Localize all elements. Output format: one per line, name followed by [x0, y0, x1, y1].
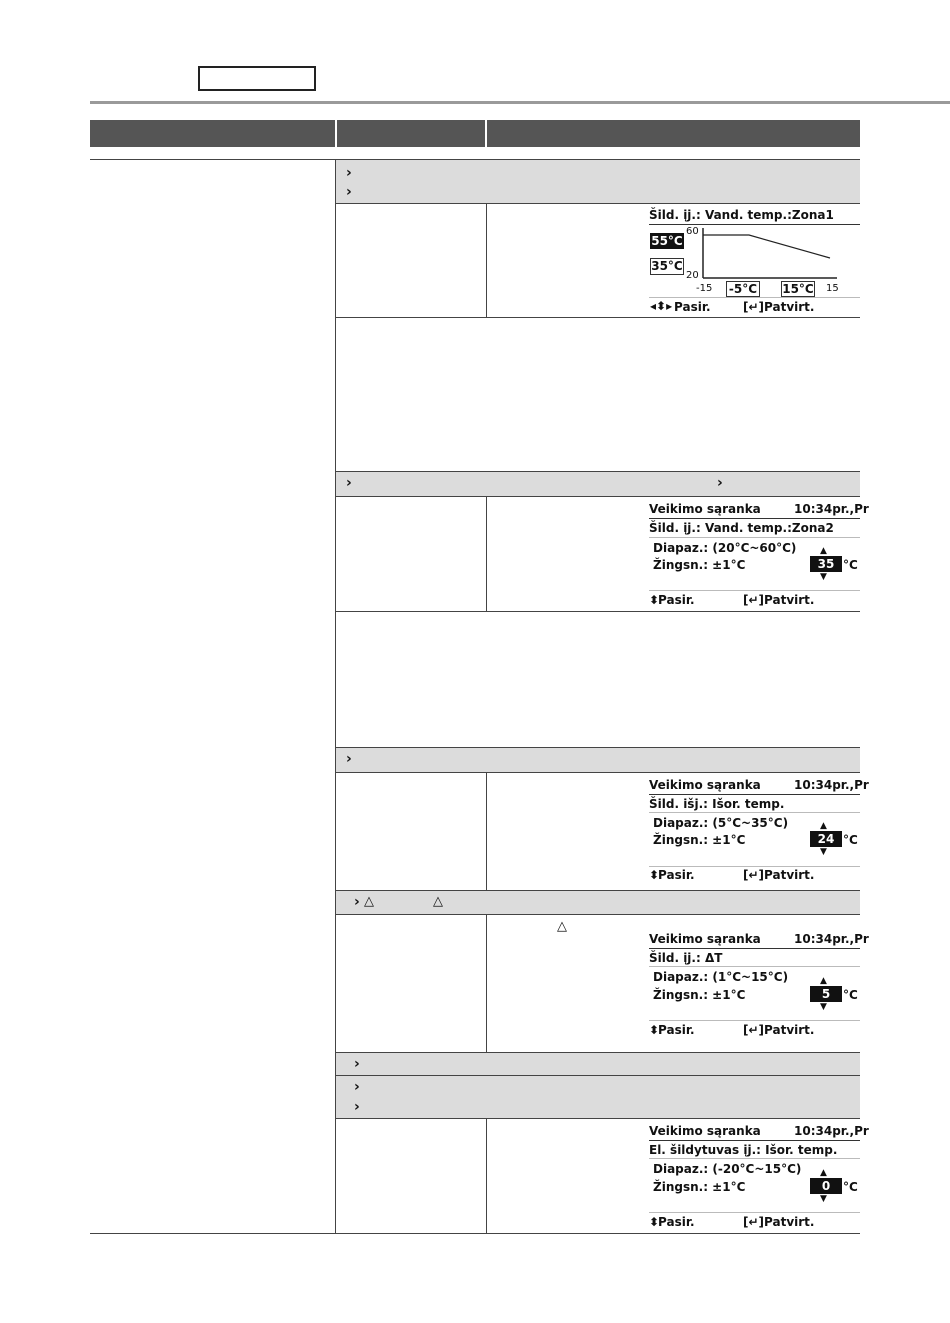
screen-title-line — [649, 537, 860, 538]
heating-curve-line — [703, 235, 830, 258]
menu-path-band-6 — [336, 1076, 860, 1118]
row-divider — [336, 914, 860, 915]
screen-footer-line — [649, 297, 860, 298]
step-label: Žingsn.: ±1°C — [653, 988, 746, 1002]
screen-clock: 10:34pr.,Pr — [794, 502, 869, 516]
screen-title: Šild. įj.: Vand. temp.:Zona1 — [649, 208, 834, 222]
high-outdoor-temp-value: 15°C — [782, 282, 814, 296]
low-outdoor-temp-value: -5°C — [726, 281, 760, 297]
menu-path-band-5 — [336, 1053, 860, 1075]
menu-path-band-1 — [336, 160, 860, 203]
section-label-box — [198, 66, 316, 91]
screen-footer-line — [649, 1020, 860, 1021]
screen-clock: 10:34pr.,Pr — [794, 932, 869, 946]
chevron-right-icon: › — [354, 1079, 360, 1095]
step-label: Žingsn.: ±1°C — [653, 833, 746, 847]
unit-label: °C — [843, 1180, 858, 1194]
footer-confirm-label: [↵]Patvirt. — [743, 1023, 815, 1037]
footer-confirm-label: [↵]Patvirt. — [743, 868, 815, 882]
table-header-col2 — [337, 120, 485, 147]
increase-arrow-icon[interactable]: ▲ — [820, 1168, 827, 1178]
screen-title: El. šildytuvas įj.: Išor. temp. — [649, 1143, 838, 1157]
screen-title-underline — [649, 224, 860, 225]
chevron-right-icon: › — [354, 1056, 360, 1072]
decrease-arrow-icon[interactable]: ▼ — [820, 1002, 827, 1012]
x-axis-min-label: -15 — [696, 283, 713, 294]
y-axis-min-label: 20 — [686, 270, 699, 281]
up-down-arrow-icon: ⬍ — [649, 1215, 660, 1229]
screen-footer-line — [649, 590, 860, 591]
step-label: Žingsn.: ±1°C — [653, 1180, 746, 1194]
up-down-arrow-icon: ⬍ — [649, 1023, 660, 1037]
chevron-right-icon: › — [346, 165, 352, 181]
table-bottom-line — [90, 1233, 860, 1234]
table-header-col3 — [487, 120, 860, 147]
screen-title-line — [649, 1158, 860, 1159]
header-rule — [90, 101, 950, 104]
screen-header-line — [649, 794, 860, 795]
footer-select-label: Pasir. — [674, 300, 711, 314]
screen-menu-label: Veikimo sąranka — [649, 1124, 761, 1138]
row-divider — [336, 317, 860, 318]
chevron-right-icon: › — [717, 475, 723, 491]
chevron-right-icon: › — [354, 894, 360, 910]
decrease-arrow-icon[interactable]: ▼ — [820, 1194, 827, 1204]
cell-divider — [486, 203, 487, 317]
screen-clock: 10:34pr.,Pr — [794, 1124, 869, 1138]
footer-select-label: Pasir. — [658, 593, 695, 607]
footer-confirm-label: [↵]Patvirt. — [743, 300, 815, 314]
setpoint-value[interactable]: 5 — [810, 986, 842, 1002]
range-label: Diapaz.: (-20°C~15°C) — [653, 1162, 802, 1176]
heating-curve-graph — [697, 226, 840, 282]
y-axis-max-label: 60 — [686, 226, 699, 237]
setpoint-value[interactable]: 24 — [810, 831, 842, 847]
unit-label: °C — [843, 558, 858, 572]
chevron-right-icon: › — [354, 1099, 360, 1115]
footer-select-label: Pasir. — [658, 868, 695, 882]
x-axis-max-label: 15 — [826, 283, 839, 294]
setpoint-value[interactable]: 0 — [810, 1178, 842, 1194]
screen-title: Šild. įj.: ΔT — [649, 951, 723, 965]
decrease-arrow-icon[interactable]: ▼ — [820, 572, 827, 582]
row-divider — [336, 772, 860, 773]
footer-select-label: Pasir. — [658, 1215, 695, 1229]
four-way-arrow-icon: ◂⬍▸ — [650, 299, 673, 313]
unit-label: °C — [843, 833, 858, 847]
range-label: Diapaz.: (5°C~35°C) — [653, 816, 789, 830]
up-down-arrow-icon: ⬍ — [649, 868, 660, 882]
screen-title: Šild. išj.: Išor. temp. — [649, 797, 785, 811]
screen-header-line — [649, 518, 860, 519]
menu-path-band-2 — [336, 472, 860, 496]
screen-title-line — [649, 812, 860, 813]
footer-select-label: Pasir. — [658, 1023, 695, 1037]
unit-label: °C — [843, 988, 858, 1002]
table-header-col1 — [90, 120, 335, 147]
row-divider — [336, 611, 860, 612]
screen-clock: 10:34pr.,Pr — [794, 778, 869, 792]
delta-triangle-icon: △ — [433, 894, 443, 909]
setpoint-value[interactable]: 35 — [810, 556, 842, 572]
screen-menu-label: Veikimo sąranka — [649, 502, 761, 516]
screen-title-line — [649, 966, 860, 967]
chevron-right-icon: › — [346, 475, 352, 491]
chevron-right-icon: › — [346, 751, 352, 767]
delta-triangle-icon: △ — [364, 894, 374, 909]
screen-menu-label: Veikimo sąranka — [649, 932, 761, 946]
menu-path-band-3 — [336, 748, 860, 772]
screen-header-line — [649, 1140, 860, 1141]
up-down-arrow-icon: ⬍ — [649, 593, 660, 607]
step-label: Žingsn.: ±1°C — [653, 558, 746, 572]
footer-confirm-label: [↵]Patvirt. — [743, 1215, 815, 1229]
range-label: Diapaz.: (1°C~15°C) — [653, 970, 789, 984]
screen-title: Šild. įj.: Vand. temp.:Zona2 — [649, 521, 834, 535]
increase-arrow-icon[interactable]: ▲ — [820, 546, 827, 556]
row-divider — [336, 496, 860, 497]
screen-footer-line — [649, 866, 860, 867]
high-water-temp-value: 55°C — [651, 234, 683, 248]
screen-menu-label: Veikimo sąranka — [649, 778, 761, 792]
screen-header-line — [649, 948, 860, 949]
delta-triangle-icon: △ — [557, 919, 567, 934]
screen-footer-line — [649, 1212, 860, 1213]
cell-divider — [486, 1118, 487, 1233]
increase-arrow-icon[interactable]: ▲ — [820, 976, 827, 986]
footer-confirm-label: [↵]Patvirt. — [743, 593, 815, 607]
decrease-arrow-icon[interactable]: ▼ — [820, 847, 827, 857]
cell-divider — [486, 914, 487, 1052]
cell-divider — [486, 496, 487, 611]
row-divider — [336, 1118, 860, 1119]
chevron-right-icon: › — [346, 184, 352, 200]
range-label: Diapaz.: (20°C~60°C) — [653, 541, 797, 555]
increase-arrow-icon[interactable]: ▲ — [820, 821, 827, 831]
low-water-temp-value: 35°C — [651, 259, 683, 273]
cell-divider — [486, 772, 487, 890]
row-divider — [336, 203, 860, 204]
menu-path-band-4 — [336, 891, 860, 914]
